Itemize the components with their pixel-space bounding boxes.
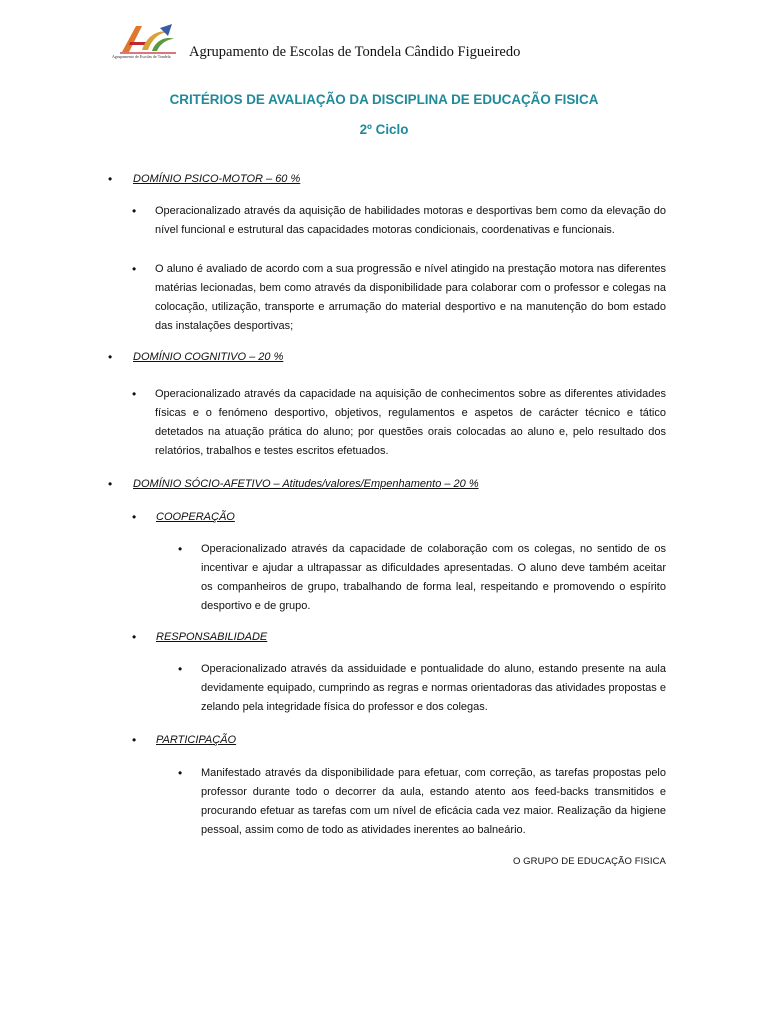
- paragraph-psicomotor-1: Operacionalizado através da aquisição de habilidades motoras e desportivas bem como da elevação do nível funcional e estrutural das capacidades motoras condicionais, coordenativas e funcionais.: [155, 205, 666, 236]
- paragraph-participacao: Manifestado através da disponibilidade para efetuar, com correção, as tarefas propostas pelo professor durante todo o decorrer da aula, estando atento aos feed-backs transmitidos e procurando efetuar as tarefas com um nível de eficácia cada vez maior. Realização da higiene pessoal, assim como de todo as atividades inerentes ao balneário.: [201, 767, 666, 836]
- document-subtitle: 2º Ciclo: [359, 122, 409, 137]
- bullet-icon: •: [178, 766, 183, 780]
- bullet-icon: •: [132, 262, 137, 276]
- bullet-icon: •: [108, 172, 113, 186]
- section-heading-socioafetivo: DOMÍNIO SÓCIO-AFETIVO – Atitudes/valores/Empenhamento – 20 %: [133, 478, 479, 490]
- subsection-heading-responsabilidade: RESPONSABILIDADE: [156, 631, 268, 643]
- paragraph-cognitivo: Operacionalizado através da capacidade na aquisição de conhecimentos sobre as diferentes atividades físicas e o fenómeno desportivo, objetivos, regulamentos e aspetos de carácter técnico e tático detetados na atuação prática do aluno; por questões orais colocadas ao aluno e, pelo resultado dos relatórios, trabalhos e testes escritos efetuados.: [155, 388, 666, 457]
- bullet-icon: •: [108, 477, 113, 491]
- paragraph-psicomotor-2: O aluno é avaliado de acordo com a sua progressão e nível atingido na prestação motora nas diferentes matérias lecionadas, bem como através da disponibilidade para colaborar com o professor e colegas na colocação, utilização, transporte e arrumação do material desportivo e na manutenção do bom estado das instalações desportivas;: [155, 263, 666, 332]
- section-heading-psicomotor: DOMÍNIO PSICO-MOTOR – 60 %: [133, 173, 301, 185]
- bullet-icon: •: [132, 204, 137, 218]
- document-title: CRITÉRIOS DE AVALIAÇÃO DA DISCIPLINA DE EDUCAÇÃO FISICA: [169, 92, 599, 107]
- paragraph-cooperacao: Operacionalizado através da capacidade de colaboração com os colegas, no sentido de os incentivar e ajudar a ultrapassar as dificuldades apresentadas. O aluno deve também aceitar os companheiros de grupo, trabalhando de forma leal, respeitando e promovendo o espírito desportivo e de grupo.: [201, 543, 666, 612]
- logo-caption: Agrupamento de Escolas de Tondela: [112, 54, 171, 59]
- bullet-icon: •: [132, 733, 137, 747]
- bullet-icon: •: [132, 387, 137, 401]
- document-header: [112, 18, 672, 68]
- bullet-icon: •: [178, 662, 183, 676]
- document-footer: O GRUPO DE EDUCAÇÃO FISICA: [512, 856, 666, 867]
- subsection-heading-cooperacao: COOPERAÇÃO: [156, 511, 235, 523]
- subsection-heading-participacao: PARTICIPAÇÃO: [156, 734, 237, 746]
- bullet-icon: •: [132, 510, 137, 524]
- paragraph-responsabilidade: Operacionalizado através da assiduidade e pontualidade do aluno, estando presente na aula devidamente equipado, cumprindo as regras e normas orientadoras das atividades propostas e zelando pela integridade física do professor e dos colegas.: [201, 663, 666, 713]
- bullet-icon: •: [178, 542, 183, 556]
- bullet-icon: •: [132, 630, 137, 644]
- section-heading-cognitivo: DOMÍNIO COGNITIVO – 20 %: [133, 351, 284, 363]
- bullet-icon: •: [108, 350, 113, 364]
- school-name: Agrupamento de Escolas de Tondela Cândido Figueiredo: [189, 44, 521, 60]
